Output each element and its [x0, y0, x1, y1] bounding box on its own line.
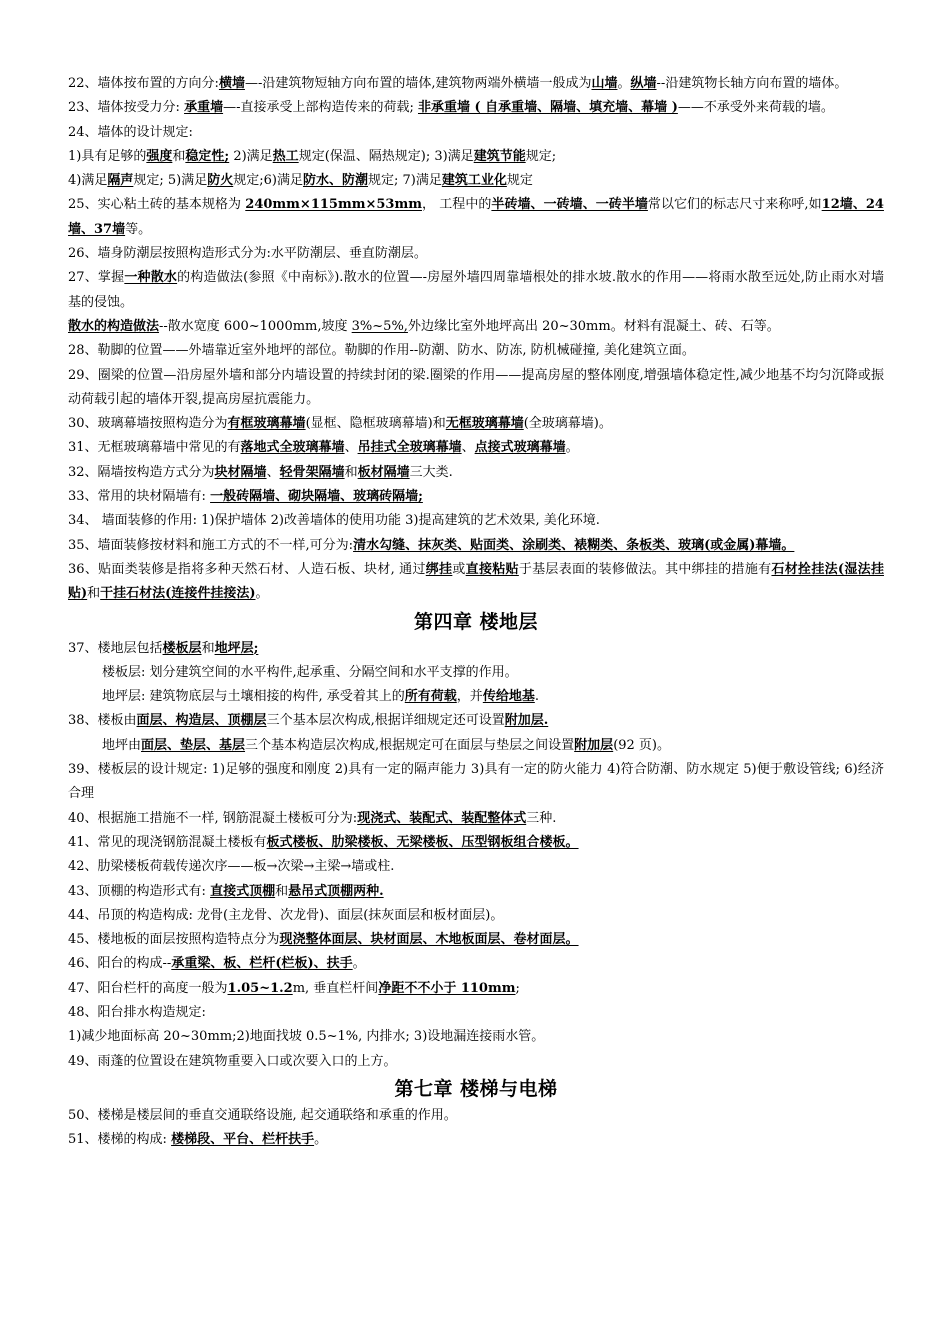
text-segment: 、: [461, 440, 475, 456]
paragraph: [68, 145, 884, 169]
text-segment: 22、墙体按布置的方向分:: [68, 76, 219, 91]
paragraph: [68, 509, 884, 533]
text-segment: 37、楼地层包括: [68, 640, 163, 656]
emphasized-term: 强度: [146, 148, 173, 164]
emphasized-term: 隔声: [107, 173, 134, 189]
emphasized-term: 石材拴挂法(湿法挂贴): [68, 561, 884, 602]
text-segment: 27、掌握: [68, 270, 125, 286]
text-segment: (92 页)。: [613, 737, 671, 753]
emphasized-term: 稳定性;: [185, 148, 230, 164]
text-segment: 25、实心粘土砖的基本规格为: [68, 197, 246, 213]
emphasized-term: 一般砖隔墙、砌块隔墙、玻璃砖隔墙;: [210, 489, 423, 505]
text-segment: 50、楼梯是楼层间的垂直交通联络设施, 起交通联络和承重的作用。: [68, 1107, 457, 1123]
emphasized-term: 吊挂式全玻璃幕墙: [357, 440, 462, 456]
emphasized-term: 现浇式、装配式、装配整体式: [357, 810, 527, 826]
text-segment: 规定(保温、隔热规定); 3)满足: [298, 148, 474, 164]
text-segment: 三大类.: [409, 464, 453, 480]
paragraph: [68, 734, 884, 758]
paragraph: [68, 364, 884, 413]
paragraph: [68, 637, 884, 661]
text-segment: 36、贴面类装修是指将多种天然石材、人造石板、块材, 通过: [68, 561, 426, 577]
text-segment: 、: [344, 440, 358, 456]
text-segment: 规定;6)满足: [233, 173, 303, 189]
emphasized-term: 无框玻璃幕墙: [445, 416, 524, 432]
paragraph: [68, 952, 884, 976]
emphasized-term: 山墙: [591, 76, 618, 91]
text-segment: 45、楼地板的面层按照构造特点分为: [68, 932, 280, 948]
emphasized-term: 面层、构造层、顶棚层: [136, 713, 267, 729]
paragraph: [68, 1050, 884, 1074]
text-segment: 三个基本构造层次构成,根据规定可在面层与垫层之间设置: [245, 737, 575, 753]
emphasized-term: 散水的构造做法: [68, 318, 160, 334]
chapter-heading: 第七章 楼梯与电梯: [394, 1077, 558, 1100]
emphasized-term: 清水勾缝、抹灰类、贴面类、涂刷类、裱糊类、条板类、玻璃(或金属)幕墙。: [353, 537, 795, 553]
text-segment: 28、勒脚的位置——外墙靠近室外地坪的部位。勒脚的作用--防潮、防水、防冻, 防机械碰撞, 美化建筑立面。: [68, 343, 695, 359]
text-segment: 24、墙体的设计规定:: [68, 124, 193, 140]
text-segment: 外边缘比室外地坪高出 20~30mm。材料有混凝土、砖、石等。: [407, 318, 780, 334]
emphasized-term: 地坪层;: [214, 640, 259, 656]
emphasized-term: 240mm×115mm×53mm: [245, 197, 422, 213]
text-segment: ， 工程中的: [421, 197, 492, 213]
text-segment: .: [534, 689, 539, 705]
text-segment: 、: [266, 464, 280, 480]
paragraph: [68, 72, 884, 96]
emphasized-term: 传给地基: [482, 689, 535, 705]
text-segment: 1)减少地面标高 20~30mm;2)地面找坡 0.5~1%, 内排水; 3)设地漏连接雨水管。: [68, 1029, 545, 1045]
emphasized-term: 落地式全玻璃幕墙: [240, 440, 345, 456]
emphasized-term: 绑挂: [425, 561, 453, 577]
paragraph: [68, 807, 884, 831]
text-segment: 规定; 5)满足: [133, 173, 208, 189]
text-segment: 31、无框玻璃幕墙中常见的有: [68, 440, 241, 456]
emphasized-term: 半砖墙、一砖墙、一砖半墙: [491, 197, 648, 213]
emphasized-term: 12墙、24墙、37墙: [68, 197, 884, 237]
text-segment: 地坪由: [102, 737, 142, 753]
emphasized-term: 直接粘贴: [465, 561, 519, 577]
text-segment: 。: [617, 76, 631, 91]
text-segment: 和: [275, 883, 289, 899]
paragraph: [68, 461, 884, 485]
text-segment: 规定: [506, 173, 533, 189]
emphasized-term: 一种散水: [124, 270, 178, 286]
text-segment: 44、吊顶的构造构成: 龙骨(主龙骨、次龙骨)、面层(抹灰面层和板材面层)。: [68, 907, 504, 923]
text-segment: 29、圈梁的位置—沿房屋外墙和部分内墙设置的持续封闭的梁.圈梁的作用——提高房屋的整体刚度,增强墙体稳定性,减少地基不均匀沉降或振动荷载引起的墙体开裂,提高房屋抗震能力。: [68, 367, 884, 407]
text-segment: 。: [255, 586, 269, 602]
text-segment: 三个基本层次构成,根据详细规定还可设置: [266, 713, 505, 729]
emphasized-term: 非承重墙 ( 自承重墙、隔墙、填充墙、幕墙 ): [417, 100, 678, 116]
text-segment: 等。: [125, 221, 152, 237]
text-segment: 23、墙体按受力分:: [68, 100, 185, 116]
emphasized-term: 建筑节能: [473, 148, 526, 164]
text-segment: 和: [172, 148, 186, 164]
emphasized-term: 净距不不小于 110mm: [378, 980, 516, 996]
text-segment: 和: [87, 586, 101, 602]
paragraph: [68, 977, 884, 1001]
emphasized-term: 楼板层: [162, 640, 202, 656]
text-segment: m, 垂直栏杆间: [292, 980, 379, 996]
text-segment: 和: [201, 640, 215, 656]
text-segment: ，并: [456, 689, 483, 705]
text-segment: (显框、隐框玻璃幕墙)和: [305, 416, 446, 432]
emphasized-term: 干挂石材法(连接件挂接法): [100, 586, 256, 602]
paragraph: [68, 855, 884, 879]
text-segment: 46、阳台的构成--: [68, 956, 172, 972]
text-segment: 地坪层: 建筑物底层与土壤相接的构件, 承受着其上的: [102, 689, 405, 705]
emphasized-term: 点接式玻璃幕墙: [474, 440, 566, 456]
paragraph: [68, 661, 884, 685]
paragraph: [68, 1104, 884, 1128]
text-segment: 。: [565, 440, 579, 456]
text-segment: (全玻璃幕墙)。: [523, 416, 612, 432]
text-segment: 51、楼梯的构成:: [68, 1132, 172, 1148]
paragraph: [68, 339, 884, 363]
text-segment: 43、顶棚的构造形式有:: [68, 883, 211, 899]
text-segment: 规定; 7)满足: [367, 173, 442, 189]
text-segment: 。: [352, 956, 366, 972]
paragraph: [68, 685, 884, 709]
text-segment: 于基层表面的装修做法。其中绑挂的措施有: [518, 561, 772, 577]
emphasized-term: 现浇整体面层、块材面层、木地板面层、卷材面层。: [279, 932, 579, 948]
text-segment: 38、楼板由: [68, 713, 137, 729]
paragraph: [68, 534, 884, 558]
emphasized-term: 防水、防潮: [302, 173, 368, 189]
paragraph: [68, 1001, 884, 1025]
emphasized-term: 防火: [207, 173, 234, 189]
emphasized-term: 附加层: [574, 737, 614, 753]
text-segment: ——不承受外来荷载的墙。: [677, 100, 834, 116]
emphasized-term: 板式楼板、肋梁楼板、无梁楼板、压型钢板组合楼板。: [266, 834, 579, 850]
text-segment: 规定;: [525, 148, 557, 164]
text-segment: 26、墙身防潮层按照构造形式分为:水平防潮层、垂直防潮层。: [68, 246, 427, 262]
emphasized-term: 楼梯段、平台、栏杆扶手: [171, 1132, 315, 1148]
text-segment: 1)具有足够的: [68, 148, 147, 164]
text-segment: 的构造做法(参照《中南标》).散水的位置—-房屋外墙四周靠墙根处的排水坡.散水的作用——将雨水散至远处,防止雨水对墙基的侵蚀。: [68, 270, 884, 310]
text-segment: 。: [314, 1132, 328, 1148]
text-segment: --沿建筑物长轴方向布置的墙体。: [656, 76, 848, 91]
paragraph: [68, 242, 884, 266]
text-segment: 34、 墙面装修的作用: 1)保护墙体 2)改善墙体的使用功能 3)提高建筑的艺术效果, 美化环境.: [68, 513, 600, 529]
chapter-heading: 第四章 楼地层: [413, 610, 539, 633]
paragraph: [68, 169, 884, 193]
text-segment: 49、雨蓬的位置设在建筑物重要入口或次要入口的上方。: [68, 1053, 397, 1069]
text-segment: 33、常用的块材隔墙有:: [68, 489, 211, 505]
emphasized-term: 承重墙: [184, 100, 224, 116]
emphasized-term: 轻骨架隔墙: [279, 464, 345, 480]
paragraph: [68, 193, 884, 242]
text-segment: 47、阳台栏杆的高度一般为: [68, 980, 228, 996]
paragraph: [68, 315, 884, 339]
emphasized-term: 板材隔墙: [357, 464, 410, 480]
text-segment: 2)满足: [229, 148, 273, 164]
emphasized-term: 直接式顶棚: [210, 883, 276, 899]
emphasized-term: 所有荷载: [404, 689, 457, 705]
text-segment: 常以它们的标志尺寸来称呼,如: [647, 197, 822, 213]
paragraph: [68, 485, 884, 509]
text-segment: 40、根据施工措施不一样, 钢筋混凝土楼板可分为:: [68, 810, 358, 826]
emphasized-term: 3%~5%,: [351, 318, 408, 334]
emphasized-term: 1.05~1.2: [227, 980, 293, 996]
emphasized-term: 块材隔墙: [214, 464, 267, 480]
emphasized-term: 承重梁、板、栏杆(栏板)、扶手: [171, 956, 353, 972]
text-segment: 41、常见的现浇钢筋混凝土楼板有: [68, 834, 267, 850]
paragraph: [68, 436, 884, 460]
paragraph: [68, 121, 884, 145]
text-segment: 4)满足: [68, 173, 108, 189]
paragraph: [68, 831, 884, 855]
text-segment: 39、楼板层的设计规定: 1)足够的强度和刚度 2)具有一定的隔声能力 3)具有一定的防火能力 4)符合防潮、防水规定 5)便于敷设管线; 6)经济合理: [68, 762, 884, 802]
paragraph: [68, 1128, 884, 1152]
paragraph: [68, 880, 884, 904]
paragraph: [68, 904, 884, 928]
text-segment: 30、玻璃幕墙按照构造分为: [68, 416, 228, 432]
text-segment: 42、肋梁楼板荷载传递次序——板→次梁→主梁→墙或柱.: [68, 859, 395, 875]
emphasized-term: 有框玻璃幕墙: [227, 416, 306, 432]
emphasized-term: 纵墙: [630, 76, 657, 91]
emphasized-term: 建筑工业化: [441, 173, 507, 189]
paragraph: [68, 709, 884, 733]
emphasized-term: 横墙: [218, 76, 245, 91]
emphasized-term: 附加层.: [504, 713, 549, 729]
text-segment: ;: [515, 980, 520, 996]
text-segment: 楼板层: 划分建筑空间的水平构件,起承重、分隔空间和水平支撑的作用。: [102, 664, 518, 680]
paragraph: [68, 96, 884, 120]
emphasized-term: 悬吊式顶棚两种.: [288, 883, 384, 899]
emphasized-term: 面层、垫层、基层: [141, 737, 246, 753]
paragraph: [68, 266, 884, 315]
text-segment: —-直接承受上部构造传来的荷载;: [223, 100, 418, 116]
text-segment: 32、隔墙按构造方式分为: [68, 464, 215, 480]
text-segment: —-沿建筑物短轴方向布置的墙体,建筑物两端外横墙一般成为: [244, 76, 592, 91]
paragraph: [68, 412, 884, 436]
emphasized-term: 热工: [272, 148, 299, 164]
text-segment: --散水宽度 600~1000mm,坡度: [159, 318, 352, 334]
text-segment: 48、阳台排水构造规定:: [68, 1004, 206, 1020]
paragraph: [68, 1025, 884, 1049]
text-segment: 35、墙面装修按材料和施工方式的不一样,可分为:: [68, 537, 354, 553]
text-segment: 或: [452, 561, 466, 577]
paragraph: [68, 758, 884, 807]
paragraph: [68, 928, 884, 952]
paragraph: [68, 558, 884, 607]
text-segment: 三种.: [526, 810, 557, 826]
text-segment: 和: [344, 464, 358, 480]
